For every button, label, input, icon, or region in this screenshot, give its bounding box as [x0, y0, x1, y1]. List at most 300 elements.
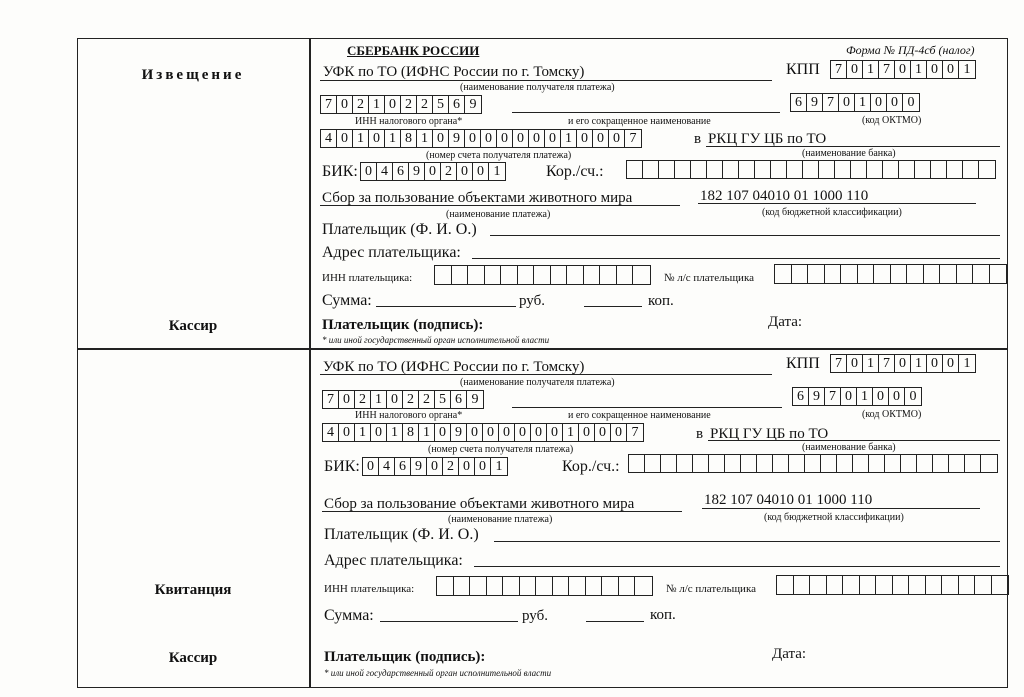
digit-cell: 2 — [443, 458, 459, 475]
digit-cell: 1 — [911, 61, 927, 78]
kpp-field[interactable] — [830, 354, 976, 373]
digit-cell: 0 — [387, 391, 403, 408]
digit-cell: 0 — [385, 96, 401, 113]
empty-cell[interactable] — [435, 266, 452, 284]
digit-cell: 2 — [401, 96, 417, 113]
empty-cell[interactable] — [437, 577, 454, 595]
digit-cell: 1 — [387, 424, 403, 441]
digit-cell: 7 — [321, 96, 337, 113]
digit-cell: 6 — [449, 96, 465, 113]
empty-cell[interactable] — [600, 266, 617, 284]
payment-name: Сбор за пользование объектами животного мира — [322, 190, 633, 206]
digit-cell: 0 — [577, 130, 593, 147]
digit-cell: 0 — [887, 94, 903, 111]
payer-inn-label: ИНН плательщика: — [324, 583, 415, 595]
inn-field[interactable] — [320, 95, 482, 114]
signature-label: Плательщик (подпись): — [324, 649, 486, 665]
digit-cell: 0 — [847, 355, 863, 372]
digit-cell: 2 — [403, 391, 419, 408]
bank-caption: (наименование банка) — [802, 442, 896, 453]
empty-cell[interactable] — [661, 455, 677, 472]
empty-cell[interactable] — [691, 161, 707, 178]
empty-cell[interactable] — [947, 161, 963, 178]
empty-cell[interactable] — [584, 266, 601, 284]
empty-cell[interactable] — [707, 161, 723, 178]
digit-cell: 7 — [823, 94, 839, 111]
empty-cell[interactable] — [942, 576, 959, 594]
empty-cell[interactable] — [874, 265, 891, 283]
recipient-name-line — [320, 80, 772, 81]
footnote: * или иной государственный орган исполнительной власти — [322, 335, 550, 345]
digit-cell: 0 — [871, 94, 887, 111]
empty-cell[interactable] — [794, 576, 811, 594]
digit-cell: 7 — [879, 61, 895, 78]
digit-cell: 7 — [631, 425, 639, 440]
empty-cell[interactable] — [452, 266, 469, 284]
digit-cell: 7 — [825, 388, 841, 405]
kbk-caption: (код бюджетной классификации) — [764, 512, 904, 523]
date-label: Дата: — [772, 646, 807, 662]
digit-cell: 0 — [909, 389, 917, 404]
kpp-field[interactable] — [830, 60, 976, 79]
digit-cell: 0 — [927, 61, 943, 78]
digit-cell: 1 — [863, 61, 879, 78]
empty-cell[interactable] — [635, 577, 652, 595]
empty-cell[interactable] — [468, 266, 485, 284]
digit-cell: 2 — [441, 163, 457, 180]
empty-cell[interactable] — [885, 455, 901, 472]
digit-cell: 0 — [339, 391, 355, 408]
footnote: * или иной государственный орган исполнительной власти — [324, 668, 552, 678]
digit-cell: 0 — [467, 424, 483, 441]
digit-cell: 0 — [499, 424, 515, 441]
empty-cell[interactable] — [454, 577, 471, 595]
digit-cell: 2 — [353, 96, 369, 113]
empty-cell[interactable] — [470, 577, 487, 595]
empty-cell[interactable] — [860, 576, 877, 594]
payment-name-caption: (наименование платежа) — [446, 209, 551, 220]
empty-cell[interactable] — [975, 576, 992, 594]
kbk-line — [698, 203, 976, 204]
digit-cell: 0 — [459, 458, 475, 475]
digit-cell: 1 — [857, 388, 873, 405]
digit-cell: 1 — [561, 130, 577, 147]
empty-cell[interactable] — [725, 455, 741, 472]
payment-name-line — [320, 205, 680, 206]
digit-cell: 7 — [879, 355, 895, 372]
cashier-label-bottom: Кассир — [168, 650, 218, 666]
payment-name: Сбор за пользование объектами животного мира — [324, 496, 635, 512]
recipient-name-line — [320, 374, 772, 375]
bank-name: СБЕРБАНК РОССИИ — [347, 43, 480, 58]
digit-cell: 8 — [403, 424, 419, 441]
recipient-name: УФК по ТО (ИФНС России по г. Томску) — [323, 64, 585, 80]
digit-cell: 2 — [417, 96, 433, 113]
digit-cell: 0 — [609, 130, 625, 147]
digit-cell: 7 — [629, 131, 637, 146]
digit-cell: 1 — [963, 62, 971, 77]
kor-label: Кор./сч.: — [546, 163, 604, 180]
empty-cell[interactable] — [869, 455, 885, 472]
sum-kop-field[interactable] — [586, 621, 644, 622]
bik-field[interactable] — [360, 162, 506, 181]
empty-cell[interactable] — [773, 455, 789, 472]
oktmo-field[interactable] — [792, 387, 922, 406]
bank-line — [708, 440, 1000, 441]
empty-cell[interactable] — [917, 455, 933, 472]
digit-cell: 0 — [529, 130, 545, 147]
digit-cell: 9 — [409, 163, 425, 180]
kor-label: Кор./сч.: — [562, 458, 620, 475]
digit-cell: 9 — [469, 97, 477, 112]
kbk-value: 182 107 04010 01 1000 110 — [704, 492, 873, 508]
empty-cell[interactable] — [487, 577, 504, 595]
digit-cell: 9 — [411, 458, 427, 475]
signature-label: Плательщик (подпись): — [322, 317, 484, 333]
empty-cell[interactable] — [819, 161, 835, 178]
digit-cell: 0 — [473, 163, 489, 180]
digit-cell: 0 — [483, 424, 499, 441]
bik-field[interactable] — [362, 457, 508, 476]
empty-cell[interactable] — [739, 161, 755, 178]
empty-cell[interactable] — [645, 455, 661, 472]
rub-label: руб. — [522, 608, 548, 624]
payer-account-label: № л/с плательщика — [664, 272, 755, 284]
short-name-line — [512, 407, 782, 408]
digit-cell: 0 — [579, 424, 595, 441]
digit-cell: 6 — [393, 163, 409, 180]
digit-cell: 0 — [839, 94, 855, 111]
digit-cell: 1 — [353, 130, 369, 147]
bank-caption: (наименование банка) — [802, 148, 896, 159]
empty-cell[interactable] — [709, 455, 725, 472]
inn-caption: ИНН налогового органа* — [355, 116, 463, 127]
digit-cell: 9 — [807, 94, 823, 111]
empty-cell[interactable] — [693, 455, 709, 472]
digit-cell: 0 — [943, 355, 959, 372]
digit-cell: 0 — [465, 130, 481, 147]
payer-fio-field[interactable] — [490, 235, 1000, 236]
empty-cell[interactable] — [883, 161, 899, 178]
digit-cell: 1 — [855, 94, 871, 111]
account-caption: (номер счета получателя платежа) — [426, 150, 572, 161]
digit-cell: 0 — [475, 458, 491, 475]
payer-account-label: № л/с плательщика — [666, 583, 757, 595]
empty-cell[interactable] — [633, 266, 650, 284]
inn-caption: ИНН налогового органа* — [355, 410, 463, 421]
empty-cell[interactable] — [851, 161, 867, 178]
empty-cell[interactable] — [723, 161, 739, 178]
empty-cell[interactable] — [827, 576, 844, 594]
digit-cell: 0 — [435, 424, 451, 441]
bank-name-value: РКЦ ГУ ЦБ по ТО — [708, 131, 827, 147]
empty-cell[interactable] — [940, 265, 957, 283]
oktmo-caption: (код ОКТМО) — [862, 409, 922, 420]
kop-label: коп. — [650, 607, 676, 623]
digit-cell: 4 — [377, 163, 393, 180]
digit-cell: 0 — [545, 130, 561, 147]
empty-cell[interactable] — [501, 266, 518, 284]
digit-cell: 0 — [425, 163, 441, 180]
digit-cell: 0 — [515, 424, 531, 441]
empty-cell[interactable] — [534, 266, 551, 284]
empty-cell[interactable] — [643, 161, 659, 178]
recipient-name-caption: (наименование получателя платежа) — [460, 82, 615, 93]
empty-cell[interactable] — [627, 161, 643, 178]
digit-cell: 0 — [593, 130, 609, 147]
digit-cell: 1 — [369, 96, 385, 113]
empty-cell[interactable] — [771, 161, 787, 178]
digit-cell: 7 — [831, 61, 847, 78]
digit-cell: 1 — [417, 130, 433, 147]
bank-prefix: в — [694, 131, 702, 147]
empty-cell[interactable] — [586, 577, 603, 595]
digit-cell: 2 — [419, 391, 435, 408]
digit-cell: 0 — [841, 388, 857, 405]
empty-cell[interactable] — [981, 455, 997, 472]
sum-rub-field[interactable] — [380, 621, 518, 622]
digit-cell: 1 — [371, 391, 387, 408]
empty-cell[interactable] — [867, 161, 883, 178]
digit-cell: 0 — [363, 458, 379, 475]
empty-cell[interactable] — [777, 576, 794, 594]
empty-cell[interactable] — [485, 266, 502, 284]
kbk-caption: (код бюджетной классификации) — [762, 207, 902, 218]
column-divider — [309, 38, 311, 688]
digit-cell: 1 — [911, 355, 927, 372]
rub-label: руб. — [519, 293, 545, 309]
digit-cell: 1 — [563, 424, 579, 441]
empty-cell[interactable] — [803, 161, 819, 178]
empty-cell[interactable] — [810, 576, 827, 594]
short-name-line — [512, 112, 780, 113]
bank-name-value: РКЦ ГУ ЦБ по ТО — [710, 426, 829, 442]
empty-cell[interactable] — [959, 576, 976, 594]
empty-cell[interactable] — [979, 161, 995, 178]
kop-label: коп. — [648, 293, 674, 309]
payer-address-field[interactable] — [472, 258, 1000, 259]
empty-cell[interactable] — [629, 455, 645, 472]
date-label: Дата: — [768, 314, 803, 330]
empty-cell[interactable] — [808, 265, 825, 283]
payer-fio-label: Плательщик (Ф. И. О.) — [324, 526, 479, 543]
payer-address-label: Адрес плательщика: — [324, 552, 463, 569]
empty-cell[interactable] — [965, 455, 981, 472]
empty-cell[interactable] — [659, 161, 675, 178]
kpp-label: КПП — [786, 355, 820, 372]
empty-cell[interactable] — [835, 161, 851, 178]
payer-fio-field[interactable] — [494, 541, 1000, 542]
payer-inn-field[interactable] — [436, 576, 653, 596]
empty-cell[interactable] — [924, 265, 941, 283]
digit-cell: 0 — [531, 424, 547, 441]
section-receipt-label: Квитанция — [154, 582, 232, 598]
digit-cell: 9 — [471, 392, 479, 407]
empty-cell[interactable] — [677, 455, 693, 472]
empty-cell[interactable] — [893, 576, 910, 594]
empty-cell[interactable] — [503, 577, 520, 595]
empty-cell[interactable] — [915, 161, 931, 178]
empty-cell[interactable] — [949, 455, 965, 472]
digit-cell: 7 — [831, 355, 847, 372]
empty-cell[interactable] — [787, 161, 803, 178]
kbk-line — [702, 508, 980, 509]
digit-cell: 0 — [427, 458, 443, 475]
account-caption: (номер счета получателя платежа) — [428, 444, 574, 455]
empty-cell[interactable] — [992, 576, 1009, 594]
digit-cell: 0 — [895, 61, 911, 78]
payer-address-label: Адрес плательщика: — [322, 244, 461, 261]
payer-account-field[interactable] — [776, 575, 1009, 595]
empty-cell[interactable] — [569, 577, 586, 595]
empty-cell[interactable] — [957, 265, 974, 283]
empty-cell[interactable] — [901, 455, 917, 472]
empty-cell[interactable] — [841, 265, 858, 283]
empty-cell[interactable] — [619, 577, 636, 595]
digit-cell: 5 — [433, 96, 449, 113]
bank-line — [706, 146, 1000, 147]
digit-cell: 0 — [371, 424, 387, 441]
empty-cell[interactable] — [518, 266, 535, 284]
digit-cell: 7 — [323, 391, 339, 408]
empty-cell[interactable] — [602, 577, 619, 595]
bik-label: БИК: — [322, 163, 358, 180]
form-code: Форма № ПД-4сб (налог) — [846, 43, 975, 57]
recipient-name-caption: (наименование получателя платежа) — [460, 377, 615, 388]
section-divider — [77, 348, 1008, 350]
digit-cell: 0 — [611, 424, 627, 441]
digit-cell: 6 — [793, 388, 809, 405]
digit-cell: 0 — [873, 388, 889, 405]
empty-cell[interactable] — [876, 576, 893, 594]
short-name-caption: и его сокращенное наименование — [568, 410, 711, 421]
section-notice-label: Извещение — [141, 67, 245, 83]
digit-cell: 0 — [497, 130, 513, 147]
payment-name-caption: (наименование платежа) — [448, 514, 553, 525]
empty-cell[interactable] — [837, 455, 853, 472]
sum-kop-field[interactable] — [584, 306, 642, 307]
empty-cell[interactable] — [617, 266, 634, 284]
digit-cell: 2 — [355, 391, 371, 408]
empty-cell[interactable] — [907, 265, 924, 283]
payer-account-field[interactable] — [774, 264, 1007, 284]
inn-field[interactable] — [322, 390, 484, 409]
digit-cell: 0 — [889, 388, 905, 405]
payer-fio-label: Плательщик (Ф. И. О.) — [322, 221, 477, 238]
empty-cell[interactable] — [973, 265, 990, 283]
account-field[interactable] — [320, 129, 642, 148]
sum-rub-field[interactable] — [376, 306, 516, 307]
digit-cell: 0 — [907, 95, 915, 110]
empty-cell[interactable] — [963, 161, 979, 178]
empty-cell[interactable] — [825, 265, 842, 283]
digit-cell: 0 — [433, 130, 449, 147]
digit-cell: 1 — [493, 164, 501, 179]
digit-cell: 1 — [355, 424, 371, 441]
empty-cell[interactable] — [551, 266, 568, 284]
empty-cell[interactable] — [821, 455, 837, 472]
cashier-label-top: Кассир — [168, 318, 218, 334]
payer-inn-label: ИНН плательщика: — [322, 272, 413, 284]
recipient-name: УФК по ТО (ИФНС России по г. Томску) — [323, 359, 585, 375]
empty-cell[interactable] — [926, 576, 943, 594]
empty-cell[interactable] — [792, 265, 809, 283]
digit-cell: 0 — [595, 424, 611, 441]
digit-cell: 0 — [339, 424, 355, 441]
digit-cell: 0 — [361, 163, 377, 180]
digit-cell: 1 — [495, 459, 503, 474]
kor-field[interactable] — [628, 454, 998, 473]
bank-prefix: в — [696, 426, 704, 442]
kpp-label: КПП — [786, 61, 820, 78]
kbk-value: 182 107 04010 01 1000 110 — [700, 188, 869, 204]
digit-cell: 1 — [863, 355, 879, 372]
empty-cell[interactable] — [775, 265, 792, 283]
payer-inn-field[interactable] — [434, 265, 651, 285]
digit-cell: 0 — [547, 424, 563, 441]
digit-cell: 6 — [395, 458, 411, 475]
payer-address-field[interactable] — [474, 566, 1000, 567]
kor-field[interactable] — [626, 160, 996, 179]
sum-label: Сумма: — [324, 607, 374, 624]
digit-cell: 0 — [927, 355, 943, 372]
oktmo-caption: (код ОКТМО) — [862, 115, 922, 126]
empty-cell[interactable] — [891, 265, 908, 283]
digit-cell: 1 — [385, 130, 401, 147]
empty-cell[interactable] — [933, 455, 949, 472]
digit-cell: 8 — [401, 130, 417, 147]
digit-cell: 0 — [513, 130, 529, 147]
digit-cell: 9 — [451, 424, 467, 441]
empty-cell[interactable] — [853, 455, 869, 472]
empty-cell[interactable] — [843, 576, 860, 594]
empty-cell[interactable] — [789, 455, 805, 472]
empty-cell[interactable] — [536, 577, 553, 595]
empty-cell[interactable] — [567, 266, 584, 284]
digit-cell: 0 — [457, 163, 473, 180]
sum-label: Сумма: — [322, 292, 372, 309]
digit-cell: 4 — [323, 424, 339, 441]
empty-cell[interactable] — [858, 265, 875, 283]
empty-cell[interactable] — [675, 161, 691, 178]
digit-cell: 0 — [895, 355, 911, 372]
digit-cell: 0 — [943, 61, 959, 78]
empty-cell[interactable] — [757, 455, 773, 472]
empty-cell[interactable] — [520, 577, 537, 595]
empty-cell[interactable] — [990, 265, 1007, 283]
digit-cell: 5 — [435, 391, 451, 408]
empty-cell[interactable] — [899, 161, 915, 178]
oktmo-field[interactable] — [790, 93, 920, 112]
empty-cell[interactable] — [909, 576, 926, 594]
digit-cell: 1 — [419, 424, 435, 441]
empty-cell[interactable] — [755, 161, 771, 178]
empty-cell[interactable] — [741, 455, 757, 472]
digit-cell: 0 — [481, 130, 497, 147]
digit-cell: 1 — [963, 356, 971, 371]
payment-name-line — [322, 511, 682, 512]
digit-cell: 9 — [809, 388, 825, 405]
account-field[interactable] — [322, 423, 644, 442]
bik-label: БИК: — [324, 458, 360, 475]
empty-cell[interactable] — [553, 577, 570, 595]
empty-cell[interactable] — [931, 161, 947, 178]
digit-cell: 0 — [337, 130, 353, 147]
digit-cell: 4 — [321, 130, 337, 147]
empty-cell[interactable] — [805, 455, 821, 472]
digit-cell: 9 — [449, 130, 465, 147]
digit-cell: 0 — [337, 96, 353, 113]
